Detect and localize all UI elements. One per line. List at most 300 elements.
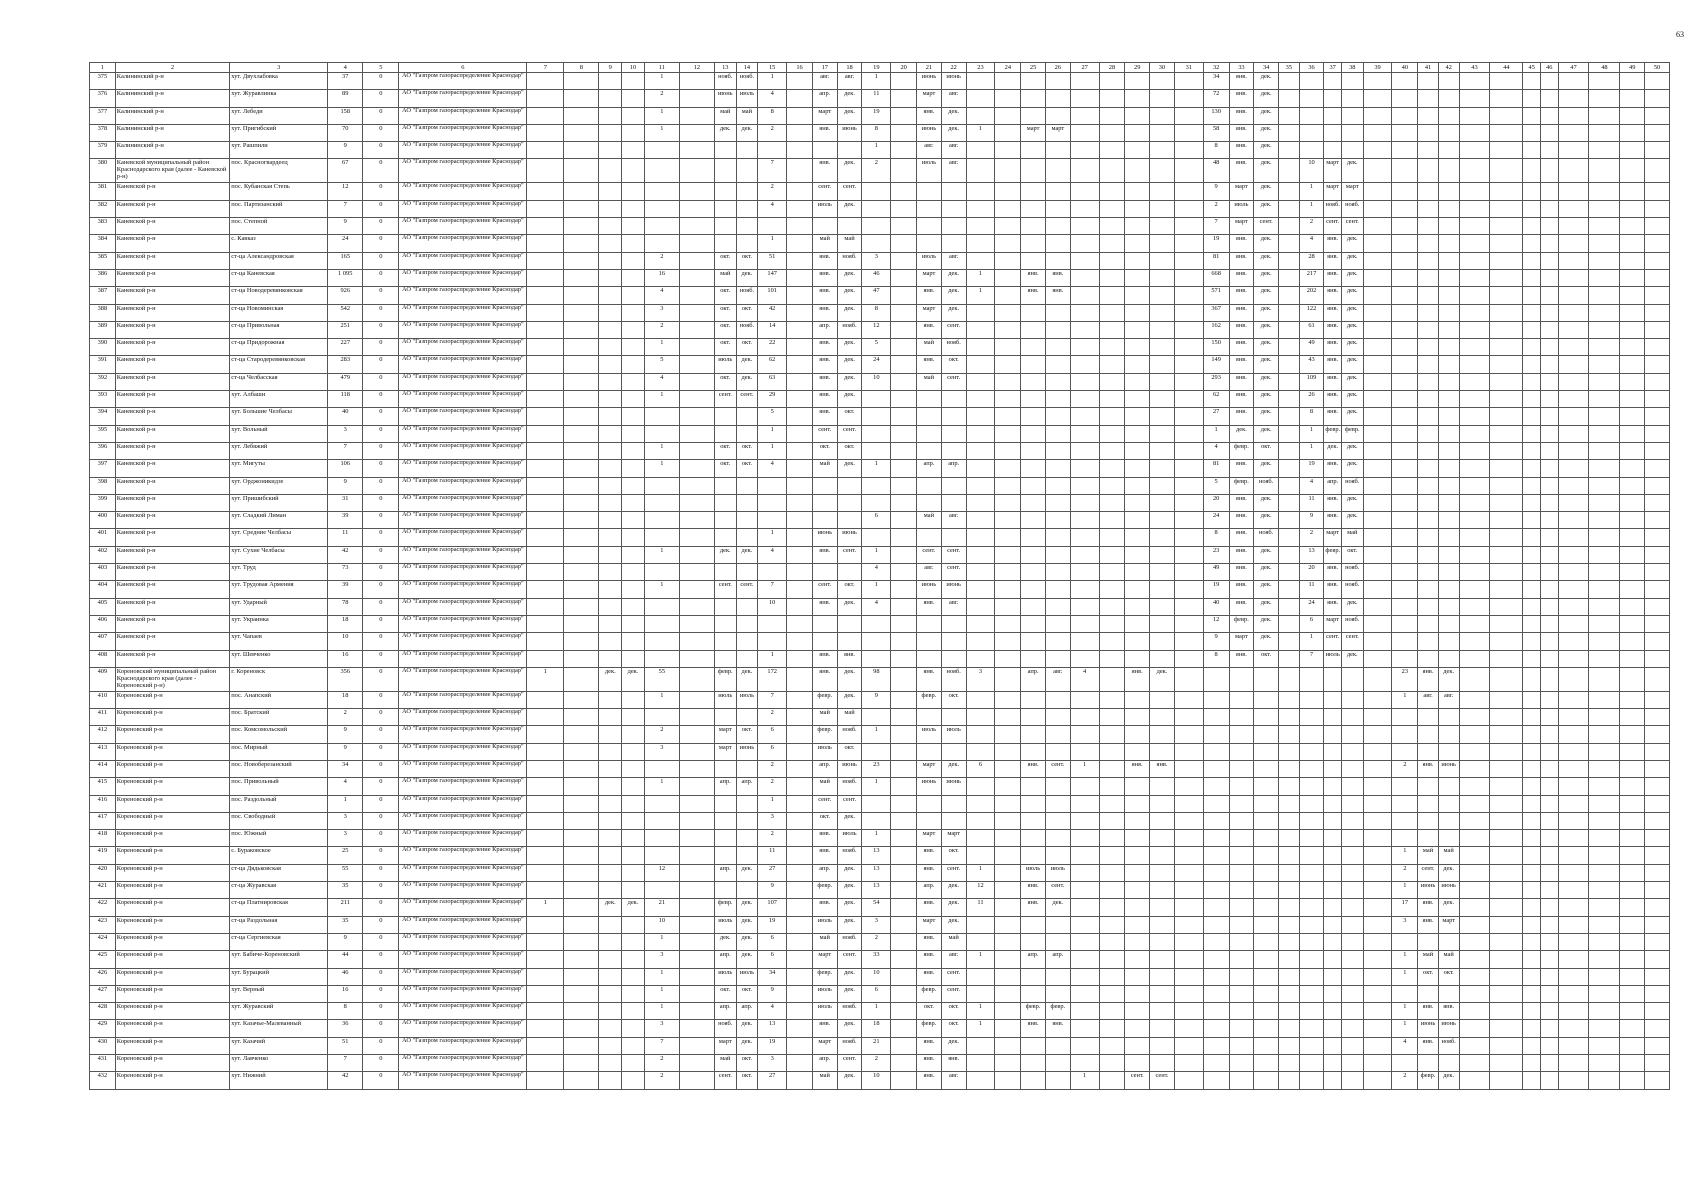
table-cell: 5: [1203, 477, 1229, 494]
table-cell: 1: [644, 73, 679, 90]
table-cell: [1021, 985, 1046, 1002]
table-cell: [1523, 864, 1541, 881]
table-cell: [1150, 200, 1175, 217]
table-cell: 9: [1203, 183, 1229, 200]
table-cell: окт.: [736, 1055, 758, 1072]
table-cell: дек.: [736, 1020, 758, 1037]
table-cell: [1438, 743, 1459, 760]
table-cell: сент.: [736, 391, 758, 408]
table-cell: янв.: [812, 408, 837, 425]
table-cell: [891, 1037, 917, 1054]
table-cell: [622, 73, 645, 90]
table-cell: [812, 218, 837, 235]
table-row: [90, 460, 1670, 477]
table-cell: 2: [1392, 760, 1418, 777]
table-cell: [1045, 546, 1070, 563]
table-cell: [1589, 142, 1620, 159]
table-cell: [1392, 183, 1418, 200]
table-cell: [1125, 709, 1150, 726]
table-cell: [1459, 90, 1490, 107]
table-cell: [1558, 425, 1589, 442]
table-cell: нояб.: [837, 252, 862, 269]
table-cell: [1070, 951, 1099, 968]
table-cell: [599, 951, 622, 968]
table-cell: [1125, 830, 1150, 847]
table-cell: [1203, 691, 1229, 708]
table-cell: [1203, 882, 1229, 899]
table-cell: [1099, 743, 1125, 760]
table-cell: [1021, 968, 1046, 985]
table-cell: [1645, 269, 1670, 286]
table-cell: [1203, 1072, 1229, 1089]
table-cell: [1490, 933, 1523, 950]
table-cell: янв.: [1324, 391, 1342, 408]
table-cell: 283: [328, 356, 363, 373]
table-cell: [599, 304, 622, 321]
table-cell: 21: [862, 1037, 891, 1054]
table-cell: 14: [758, 321, 787, 338]
table-cell: [787, 142, 813, 159]
table-cell: [527, 73, 564, 90]
table-cell: [1299, 778, 1324, 795]
table-cell: [564, 1055, 599, 1072]
table-cell: [1045, 726, 1070, 743]
table-cell: [995, 107, 1021, 124]
table-cell: 0: [363, 760, 399, 777]
table-cell: [679, 615, 714, 632]
table-cell: [736, 425, 758, 442]
table-cell: [1645, 321, 1670, 338]
table-cell: [1363, 512, 1392, 529]
table-cell: [1070, 494, 1099, 511]
table-cell: [1125, 124, 1150, 141]
table-cell: [1438, 218, 1459, 235]
table-cell: [564, 709, 599, 726]
table-cell: [1229, 778, 1254, 795]
table-cell: [995, 269, 1021, 286]
row-number: 385: [90, 252, 116, 269]
table-cell: [1279, 615, 1300, 632]
table-cell: [1070, 615, 1099, 632]
table-cell: [891, 726, 917, 743]
table-cell: [1045, 650, 1070, 667]
table-cell: [787, 252, 813, 269]
table-cell: [1438, 287, 1459, 304]
table-cell: [1438, 90, 1459, 107]
table-cell: [1490, 812, 1523, 829]
district-cell: Кореновский р-н: [115, 968, 229, 985]
table-cell: [622, 494, 645, 511]
table-cell: [1279, 321, 1300, 338]
table-cell: апр.: [714, 864, 736, 881]
table-cell: [1589, 373, 1620, 390]
table-cell: [1540, 667, 1558, 691]
district-cell: Кореновский р-н: [115, 1072, 229, 1089]
table-cell: дек.: [736, 864, 758, 881]
table-cell: [1279, 90, 1300, 107]
settlement-cell: хут. Чапаев: [230, 633, 328, 650]
table-cell: окт.: [1418, 968, 1439, 985]
table-cell: [736, 709, 758, 726]
table-cell: [1070, 142, 1099, 159]
table-cell: [564, 304, 599, 321]
table-cell: [891, 933, 917, 950]
table-cell: [1341, 107, 1363, 124]
table-cell: [1490, 760, 1523, 777]
table-cell: нояб.: [1254, 477, 1279, 494]
table-cell: [787, 564, 813, 581]
table-cell: [1392, 564, 1418, 581]
table-cell: [1490, 529, 1523, 546]
table-cell: [1045, 795, 1070, 812]
table-cell: [1203, 760, 1229, 777]
settlement-cell: ст-ца Придорожная: [230, 339, 328, 356]
table-cell: [1341, 899, 1363, 916]
table-cell: [1558, 442, 1589, 459]
table-cell: [1174, 124, 1203, 141]
table-cell: [1150, 73, 1175, 90]
table-cell: [644, 159, 679, 183]
table-cell: [1045, 633, 1070, 650]
table-cell: [1540, 864, 1558, 881]
table-cell: [891, 142, 917, 159]
table-cell: янв.: [1045, 287, 1070, 304]
table-cell: [1070, 373, 1099, 390]
table-cell: [1438, 985, 1459, 1002]
table-cell: [1363, 373, 1392, 390]
table-cell: [1589, 650, 1620, 667]
table-cell: [1324, 107, 1342, 124]
table-cell: [527, 1020, 564, 1037]
table-cell: [599, 882, 622, 899]
table-cell: 162: [1203, 321, 1229, 338]
table-cell: [1589, 581, 1620, 598]
table-cell: [1438, 304, 1459, 321]
table-cell: окт.: [714, 304, 736, 321]
table-cell: [1620, 235, 1645, 252]
table-cell: [1523, 1055, 1541, 1072]
table-cell: [527, 159, 564, 183]
district-cell: Калининский р-н: [115, 124, 229, 141]
table-cell: июль: [812, 1003, 837, 1020]
table-cell: [1645, 391, 1670, 408]
table-cell: [1324, 1020, 1342, 1037]
column-number: 25: [1021, 63, 1046, 73]
table-cell: март: [917, 916, 942, 933]
table-cell: [1490, 709, 1523, 726]
table-cell: [1099, 73, 1125, 90]
district-cell: Кореновский р-н: [115, 1020, 229, 1037]
table-cell: [1324, 709, 1342, 726]
table-cell: [1523, 408, 1541, 425]
table-cell: [1363, 760, 1392, 777]
table-cell: окт.: [714, 339, 736, 356]
table-cell: 2: [328, 709, 363, 726]
table-cell: 7: [758, 691, 787, 708]
table-cell: 3: [328, 830, 363, 847]
table-cell: [966, 726, 995, 743]
table-cell: [1589, 633, 1620, 650]
table-cell: 4: [862, 598, 891, 615]
table-cell: [1418, 581, 1439, 598]
table-cell: [1279, 442, 1300, 459]
table-cell: [1490, 235, 1523, 252]
table-cell: [966, 494, 995, 511]
table-cell: [1279, 269, 1300, 286]
table-cell: [1279, 691, 1300, 708]
table-cell: [1150, 460, 1175, 477]
table-cell: [1099, 933, 1125, 950]
table-cell: 0: [363, 667, 399, 691]
settlement-cell: пос. Анапский: [230, 691, 328, 708]
table-cell: [1150, 933, 1175, 950]
row-number: 408: [90, 650, 116, 667]
table-cell: [599, 633, 622, 650]
settlement-cell: хут. Журавлинка: [230, 90, 328, 107]
table-cell: 1: [758, 442, 787, 459]
table-cell: [1589, 200, 1620, 217]
table-cell: [679, 124, 714, 141]
table-cell: [1523, 512, 1541, 529]
table-cell: [1558, 391, 1589, 408]
table-cell: [1490, 494, 1523, 511]
settlement-cell: пос. Раздольный: [230, 795, 328, 812]
table-cell: [1620, 985, 1645, 1002]
table-cell: [1070, 124, 1099, 141]
table-cell: [1045, 916, 1070, 933]
table-cell: 1 095: [328, 269, 363, 286]
table-cell: [891, 1020, 917, 1037]
table-cell: [1174, 252, 1203, 269]
table-cell: [1540, 709, 1558, 726]
table-cell: 2: [862, 159, 891, 183]
table-cell: [1490, 252, 1523, 269]
table-cell: [1418, 564, 1439, 581]
table-cell: [1045, 529, 1070, 546]
table-cell: 2: [1392, 864, 1418, 881]
row-number: 409: [90, 667, 116, 691]
table-cell: [599, 1072, 622, 1089]
table-cell: янв.: [1324, 339, 1342, 356]
table-cell: янв.: [1418, 916, 1439, 933]
table-cell: [787, 124, 813, 141]
table-cell: [679, 321, 714, 338]
column-number: 16: [787, 63, 813, 73]
table-cell: [1150, 778, 1175, 795]
table-cell: [966, 218, 995, 235]
table-cell: [622, 304, 645, 321]
table-cell: [679, 546, 714, 563]
table-cell: [1540, 899, 1558, 916]
table-cell: 0: [363, 142, 399, 159]
table-cell: апр.: [812, 760, 837, 777]
table-cell: [1523, 847, 1541, 864]
table-cell: [1021, 691, 1046, 708]
table-cell: 51: [328, 1037, 363, 1054]
column-number: 26: [1045, 63, 1070, 73]
table-cell: [966, 425, 995, 442]
settlement-cell: хут. Рашпили: [230, 142, 328, 159]
table-cell: [736, 650, 758, 667]
table-cell: [1125, 933, 1150, 950]
table-cell: [1099, 218, 1125, 235]
table-cell: [1540, 142, 1558, 159]
table-cell: [966, 339, 995, 356]
settlement-cell: с. Бураковское: [230, 847, 328, 864]
organization-cell: АО "Газпром газораспределение Краснодар": [399, 512, 527, 529]
organization-cell: АО "Газпром газораспределение Краснодар": [399, 951, 527, 968]
table-cell: [1523, 339, 1541, 356]
table-cell: июнь: [1418, 1020, 1439, 1037]
table-cell: [891, 743, 917, 760]
table-cell: [1279, 304, 1300, 321]
table-cell: [837, 615, 862, 632]
table-cell: 8: [862, 304, 891, 321]
table-cell: 1: [644, 124, 679, 141]
table-cell: [787, 1055, 813, 1072]
table-cell: [1645, 477, 1670, 494]
table-row: [90, 159, 1670, 183]
table-cell: 0: [363, 743, 399, 760]
table-cell: [1099, 615, 1125, 632]
table-cell: янв.: [837, 650, 862, 667]
table-cell: [564, 321, 599, 338]
table-cell: 27: [1203, 408, 1229, 425]
table-cell: 1: [644, 546, 679, 563]
table-cell: [1045, 107, 1070, 124]
table-cell: [1523, 951, 1541, 968]
table-cell: [1645, 425, 1670, 442]
organization-cell: АО "Газпром газораспределение Краснодар": [399, 968, 527, 985]
table-cell: [1418, 200, 1439, 217]
table-cell: [995, 760, 1021, 777]
table-cell: [1150, 1020, 1175, 1037]
table-cell: [837, 633, 862, 650]
table-cell: март: [917, 90, 942, 107]
table-cell: [1099, 598, 1125, 615]
table-cell: [1418, 1055, 1439, 1072]
table-cell: [1150, 159, 1175, 183]
settlement-cell: хут. Лебеди: [230, 107, 328, 124]
table-cell: нояб.: [1341, 200, 1363, 217]
table-cell: [1341, 1055, 1363, 1072]
table-cell: [891, 760, 917, 777]
table-cell: [527, 339, 564, 356]
table-cell: 3: [328, 425, 363, 442]
table-cell: [966, 847, 995, 864]
table-cell: [644, 218, 679, 235]
row-number: 421: [90, 882, 116, 899]
table-cell: [1392, 598, 1418, 615]
table-cell: [714, 633, 736, 650]
table-cell: 479: [328, 373, 363, 390]
table-cell: сент.: [941, 564, 966, 581]
table-cell: 0: [363, 269, 399, 286]
table-row: [90, 598, 1670, 615]
table-cell: [941, 477, 966, 494]
row-number: 398: [90, 477, 116, 494]
table-cell: [622, 968, 645, 985]
table-cell: [995, 564, 1021, 581]
table-cell: [1070, 391, 1099, 408]
table-cell: [1099, 985, 1125, 1002]
table-cell: янв.: [1438, 1003, 1459, 1020]
table-cell: [1174, 882, 1203, 899]
table-cell: [1099, 159, 1125, 183]
row-number: 427: [90, 985, 116, 1002]
table-cell: [1125, 1003, 1150, 1020]
table-cell: [891, 425, 917, 442]
table-cell: [787, 373, 813, 390]
table-cell: [1150, 425, 1175, 442]
table-cell: [1490, 460, 1523, 477]
table-cell: [995, 442, 1021, 459]
table-cell: дек.: [1254, 142, 1279, 159]
table-cell: [1459, 812, 1490, 829]
table-cell: [1363, 356, 1392, 373]
table-cell: [1418, 615, 1439, 632]
table-cell: [1099, 633, 1125, 650]
table-cell: нояб.: [837, 1037, 862, 1054]
table-row: [90, 968, 1670, 985]
table-cell: [679, 1055, 714, 1072]
table-cell: нояб.: [1341, 615, 1363, 632]
table-cell: [679, 90, 714, 107]
district-cell: Каневской р-н: [115, 287, 229, 304]
table-cell: янв.: [1229, 564, 1254, 581]
table-cell: [564, 425, 599, 442]
table-row: [90, 124, 1670, 141]
table-cell: [1341, 778, 1363, 795]
table-cell: [917, 743, 942, 760]
organization-cell: АО "Газпром газораспределение Краснодар": [399, 864, 527, 881]
table-cell: [1558, 864, 1589, 881]
table-cell: [679, 864, 714, 881]
table-cell: окт.: [736, 1072, 758, 1089]
table-cell: [1620, 252, 1645, 269]
table-cell: [1418, 812, 1439, 829]
table-cell: [1540, 183, 1558, 200]
table-cell: март: [1341, 183, 1363, 200]
table-cell: [679, 667, 714, 691]
table-cell: [966, 373, 995, 390]
table-cell: [1392, 650, 1418, 667]
table-cell: [1070, 1003, 1099, 1020]
column-number: 45: [1523, 63, 1541, 73]
table-cell: янв.: [1045, 269, 1070, 286]
table-cell: [837, 494, 862, 511]
table-cell: [1589, 287, 1620, 304]
table-cell: [995, 598, 1021, 615]
table-cell: [1279, 512, 1300, 529]
table-cell: [1279, 564, 1300, 581]
table-cell: [1558, 691, 1589, 708]
table-cell: [1558, 235, 1589, 252]
table-cell: [1589, 1072, 1620, 1089]
table-cell: [1620, 795, 1645, 812]
table-row: [90, 615, 1670, 632]
table-cell: [1363, 1072, 1392, 1089]
table-cell: [1490, 321, 1523, 338]
organization-cell: АО "Газпром газораспределение Краснодар": [399, 1003, 527, 1020]
table-cell: [527, 1055, 564, 1072]
table-cell: 1: [1299, 633, 1324, 650]
table-cell: [1523, 1072, 1541, 1089]
table-cell: сент.: [837, 425, 862, 442]
table-cell: [787, 546, 813, 563]
row-number: 424: [90, 933, 116, 950]
column-number: 7: [527, 63, 564, 73]
